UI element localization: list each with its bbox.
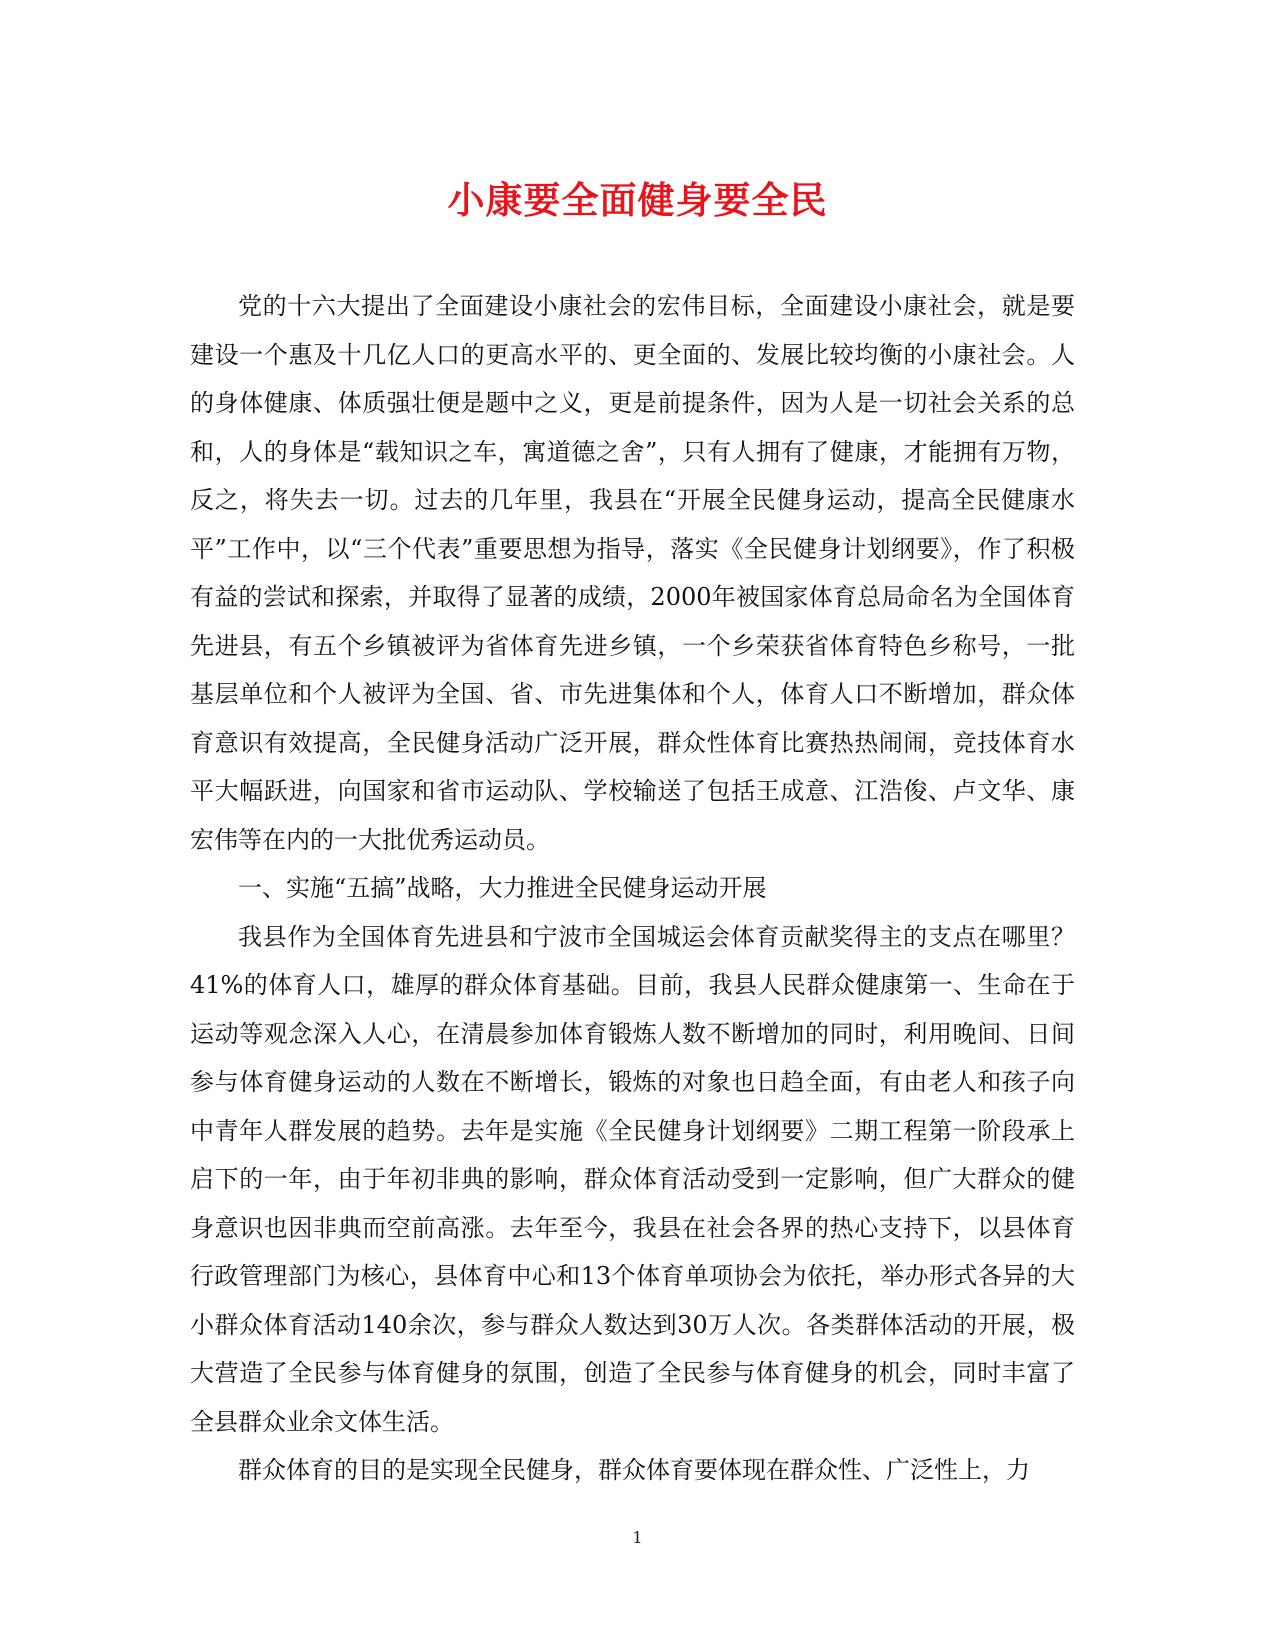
paragraph: 群众体育的目的是实现全民健身，群众体育要体现在群众性、广泛性上，力	[238, 1456, 1030, 1484]
paragraph: 党的十六大提出了全面建设小康社会的宏伟目标，全面建设小康社会，就是要建设一个惠及十几亿人口的更高水平的、更全面的、发展比较均衡的小康社会。人的身体健康、体质强壮便是题中之义，更是前提条件，因为人是一切社会关系的总和，人的身体是“载知识之车，寓道德之舍”，只有人拥有了健康，才能拥有万物，反之，将失去一切。过去的几年里，我县在“开展全民健身运动，提高全民健康水平”工作中，以“三个代表”重要思想为指导，落实《全民健身计划纲要》，作了积极有益的尝试和探索，并取得了显著的成绩，2000年被国家体育总局命名为全国体育先进县，有五个乡镇被评为省体育先进乡镇，一个乡荣获省体育特色乡称号，一批基层单位和个人被评为全国、省、市先进集体和个人，体育人口不断增加，群众体育意识有效提高，全民健身活动广泛开展，群众性体育比赛热热闹闹，竞技体育水平大幅跃进，向国家和省市运动队、学校输送了包括王成意、江浩俊、卢文华、康宏伟等在内的一大批优秀运动员。	[190, 292, 1075, 854]
document-body	[190, 282, 1075, 1495]
section-heading: 一、实施“五搞”战略，大力推进全民健身运动开展	[238, 874, 767, 902]
page-number: 1	[632, 1528, 643, 1547]
document-title: 小康要全面健身要全民	[447, 178, 828, 222]
paragraph: 我县作为全国体育先进县和宁波市全国城运会体育贡献奖得主的支点在哪里？41%的体育人口，雄厚的群众体育基础。目前，我县人民群众健康第一、生命在于运动等观念深入人心，在清晨参加体育锻炼人数不断增加的同时，利用晚间、日间参与体育健身运动的人数在不断增长，锻炼的对象也日趋全面，有由老人和孩子向中青年人群发展的趋势。去年是实施《全民健身计划纲要》二期工程第一阶段承上启下的一年，由于年初非典的影响，群众体育活动受到一定影响，但广大群众的健身意识也因非典而空前高涨。去年至今，我县在社会各界的热心支持下，以县体育行政管理部门为核心，县体育中心和13个体育单项协会为依托，举办形式各异的大小群众体育活动140余次，参与群众人数达到30万人次。各类群体活动的开展，极大营造了全民参与体育健身的氛围，创造了全民参与体育健身的机会，同时丰富了全县群众业余文体生活。	[190, 922, 1075, 1436]
